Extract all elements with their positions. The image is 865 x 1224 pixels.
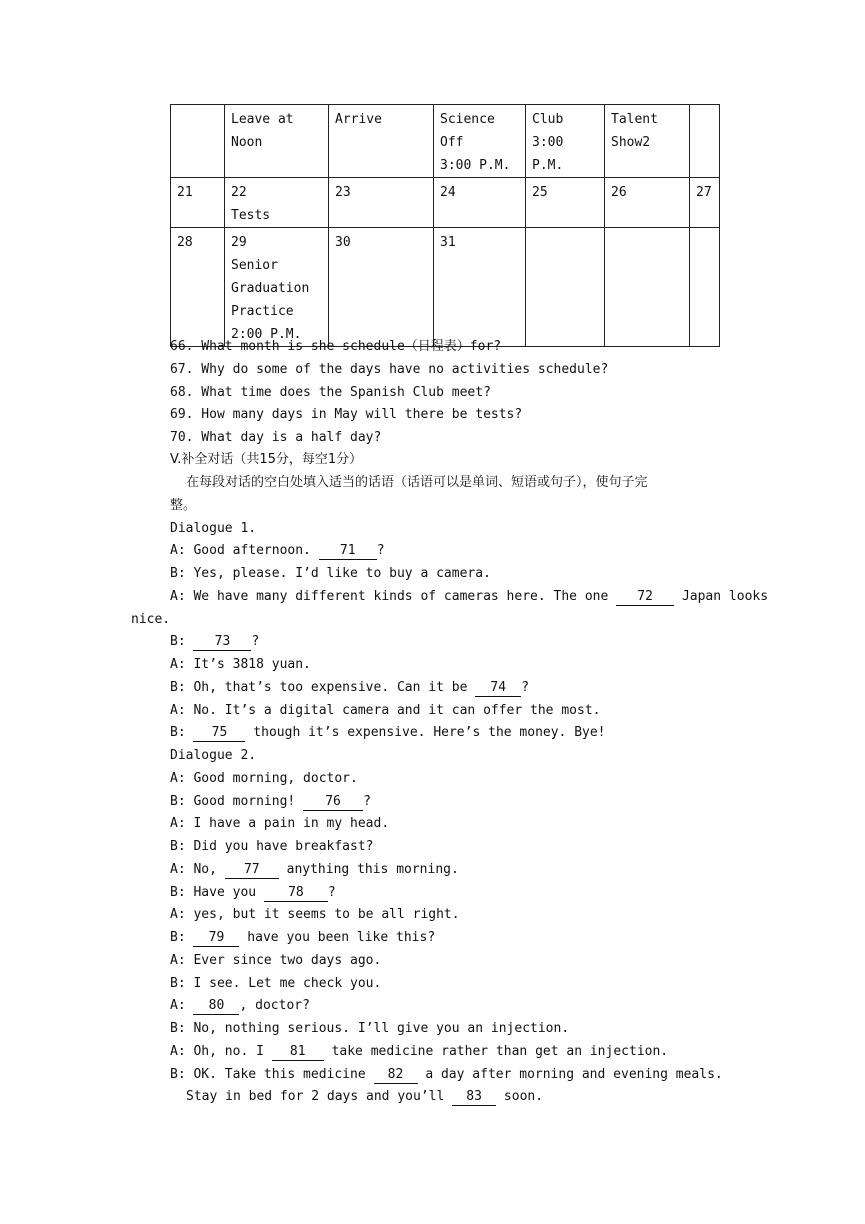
dialogue-text: A: I have a pain in my head. [170,816,390,831]
dialogue-text: soon. [496,1089,544,1104]
schedule-cell [690,228,720,347]
dialogue-text: A: Ever since two days ago. [170,953,382,968]
schedule-cell-text: Senior [231,258,278,273]
dialogue-line [170,793,371,811]
dialogue-text: A: No. It’s a digital camera and it can offer the most. [170,703,601,718]
schedule-cell [329,105,434,178]
schedule-cell-text: 25 [532,185,548,200]
schedule-cell [605,178,690,228]
dialogue-line [170,884,336,902]
schedule-cell-text: 3:00 [532,135,564,150]
answer-blank[interactable]: 79 [193,930,239,947]
dialogue-line [170,838,374,856]
schedule-cell [329,178,434,228]
dialogue-line [170,975,381,993]
schedule-cell-text: 23 [335,185,351,200]
schedule-cell [690,105,720,178]
dialogue-text: B: [170,930,194,945]
dialogue-text: B: Did you have breakfast? [170,839,374,854]
dialogue-text: ? [363,794,371,809]
dialogue-line [170,656,311,674]
answer-blank[interactable]: 77 [225,862,279,879]
schedule-cell [171,228,225,347]
answer-blank[interactable]: 75 [193,725,245,742]
dialogue-line [170,929,435,947]
dialogue-line [170,861,459,879]
question-69: 69. How many days in May will there be tests? [170,407,523,422]
answer-blank[interactable]: 81 [272,1044,324,1061]
dialogue-text: have you been like this? [239,930,436,945]
dialogue-line [131,611,170,629]
answer-blank[interactable]: 80 [193,998,239,1015]
dialogue-line [170,770,358,788]
schedule-cell-text: 26 [611,185,627,200]
dialogue-text: B: Oh, that’s too expensive. Can it be [170,680,476,695]
dialogue-text: A: [170,998,194,1013]
schedule-cell [605,105,690,178]
schedule-cell [171,105,225,178]
schedule-cell-text: Noon [231,135,263,150]
schedule-cell [171,178,225,228]
dialogue-text: nice. [131,612,171,627]
dialogue-line [170,1020,569,1038]
dialogue-text: a day after morning and evening meals. [417,1067,723,1082]
schedule-cell-text: 30 [335,235,351,250]
answer-blank[interactable]: 73 [193,634,251,651]
dialogue-text: though it’s expensive. Here’s the money. Bye! [245,725,606,740]
schedule-cell [690,178,720,228]
schedule-cell-text: Tests [231,208,271,223]
dialogue-text: B: [170,634,194,649]
schedule-cell-text: Graduation [231,281,310,296]
schedule-cell-text: Club [532,112,564,127]
dialogue-line [170,633,259,651]
dialogue-text: A: Good morning, doctor. [170,771,358,786]
dialogue-text: A: Oh, no. I [170,1044,272,1059]
dialogue-line [170,1066,723,1084]
dialogue-text: B: No, nothing serious. I’ll give you an injection. [170,1021,570,1036]
dialogue-line [170,565,491,583]
dialogue-text: anything this morning. [278,862,459,877]
schedule-cell [526,228,605,347]
section-instruction-cont: 整。 [170,498,197,513]
schedule-cell-text: Science [440,112,495,127]
section-instruction: 在每段对话的空白处填入适当的话语（话语可以是单词、短语或句子），使句子完 [186,475,648,490]
schedule-cell [526,178,605,228]
dialogue-text: Stay in bed for 2 days and you’ll [186,1089,453,1104]
schedule-cell-text: 22 [231,185,247,200]
schedule-row [171,228,720,347]
schedule-cell-text: P.M. [532,158,564,173]
dialogue-text: , doctor? [239,998,310,1013]
dialogue-text: A: No, [170,862,225,877]
dialogue-text: B: Have you [170,885,264,900]
dialogue-line [170,815,389,833]
schedule-cell-text: 28 [177,235,193,250]
dialogue-line [186,1088,543,1106]
dialogue-text: ? [327,885,336,900]
dialogue-line [170,997,310,1015]
answer-blank[interactable]: 76 [303,794,363,811]
schedule-cell [225,228,329,347]
dialogue-2-title: Dialogue 2. [170,748,257,763]
dialogue-text: B: OK. Take this medicine [170,1067,374,1082]
dialogue-line [170,1043,668,1061]
schedule-cell [605,228,690,347]
dialogue-text: A: yes, but it seems to be all right. [170,907,460,922]
dialogue-text: ? [376,543,385,558]
schedule-row [171,105,720,178]
schedule-cell-text: 2:00 P.M. [231,327,302,342]
dialogue-text: A: It’s 3818 yuan. [170,657,311,672]
schedule-cell [434,228,526,347]
dialogue-text: Japan looks [674,589,769,604]
answer-blank[interactable]: 74 [475,680,521,697]
dialogue-text: B: [170,725,194,740]
dialogue-line [170,702,600,720]
section-title: V.补全对话（共15分，每空1分） [170,452,363,467]
schedule-cell-text: 24 [440,185,456,200]
dialogue-text: A: We have many different kinds of cameras here. The one [170,589,617,604]
dialogue-text: A: Good afternoon. [170,543,319,558]
schedule-cell [329,228,434,347]
dialogue-line [170,952,381,970]
dialogue-line [170,679,529,697]
dialogue-text: B: Good morning! [170,794,304,809]
schedule-cell-text: 3:00 P.M. [440,158,511,173]
dialogue-line [170,724,606,742]
schedule-cell-text: Arrive [335,112,382,127]
answer-blank[interactable]: 72 [616,589,674,606]
question-68: 68. What time does the Spanish Club meet? [170,385,491,400]
schedule-cell [225,105,329,178]
dialogue-line [170,542,385,560]
question-66: 66. What month is she schedule（日程表）for? [170,339,502,354]
schedule-cell [434,178,526,228]
dialogue-line [170,588,768,606]
schedule-table [170,104,720,347]
schedule-cell-text: 27 [696,185,712,200]
schedule-cell-text: Talent [611,112,658,127]
dialogue-line [170,906,460,924]
schedule-cell [225,178,329,228]
dialogue-text: ? [251,634,260,649]
schedule-cell-text: Off [440,135,464,150]
schedule-cell-text: 29 [231,235,247,250]
schedule-cell-text: Practice [231,304,294,319]
answer-blank[interactable]: 78 [264,885,328,902]
answer-blank[interactable]: 83 [452,1089,496,1106]
schedule-cell-text: Leave at [231,112,294,127]
schedule-cell-text: 21 [177,185,193,200]
schedule-cell [526,105,605,178]
answer-blank[interactable]: 71 [319,543,377,560]
dialogue-text: ? [521,680,530,695]
schedule-cell-text: Show2 [611,135,651,150]
dialogue-text: B: I see. Let me check you. [170,976,382,991]
dialogue-1-title: Dialogue 1. [170,521,257,536]
question-70: 70. What day is a half day? [170,430,382,445]
dialogue-text: B: Yes, please. I’d like to buy a camera. [170,566,491,581]
dialogue-text: take medicine rather than get an injection. [323,1044,669,1059]
schedule-cell [434,105,526,178]
schedule-cell-text: 31 [440,235,456,250]
schedule-row [171,178,720,228]
question-67: 67. Why do some of the days have no activities schedule? [170,362,609,377]
answer-blank[interactable]: 82 [374,1067,418,1084]
